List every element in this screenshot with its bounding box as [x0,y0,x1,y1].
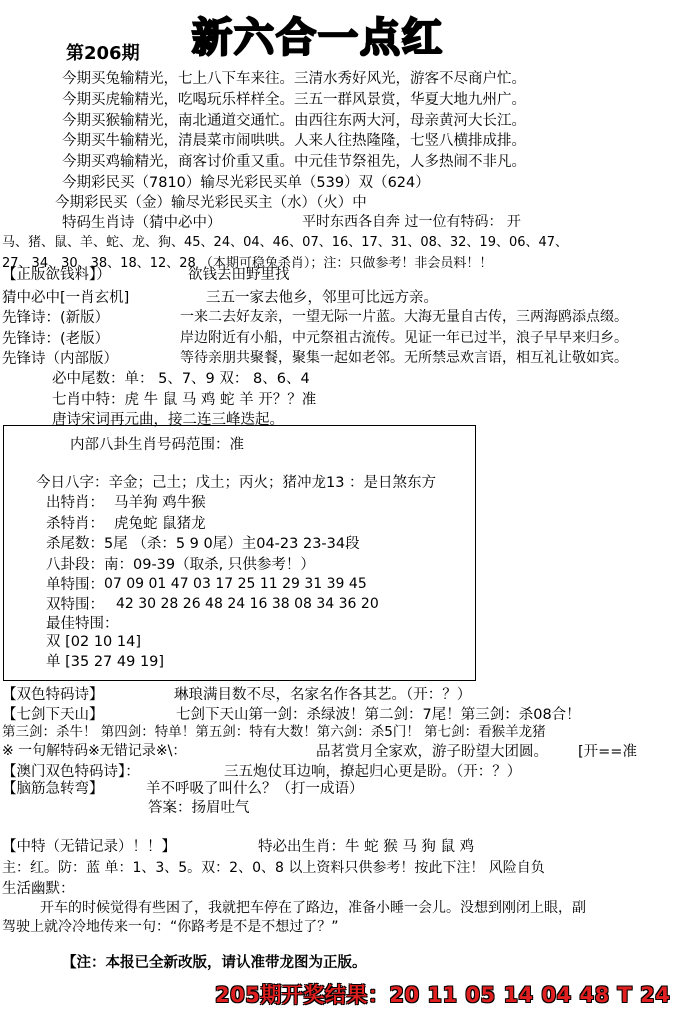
humor-line-1: 开车的时候觉得有些困了，我就把车停在了路边，准备小睡一会儿。没想到刚闭上眼，副 [40,900,586,916]
box-out-label: 出特肖： [46,495,104,511]
riddle-text: 品茗赏月全家欢，游子盼望大团圆。 [316,744,548,760]
box-killnum-label: 杀尾数： [46,536,104,552]
draw-result: 205期开奖结果：20 11 05 14 04 48 T 24 [215,983,671,1007]
brain-answer: 答案：扬眉吐气 [148,800,250,816]
twocolor-text: 琳琅满目数不尽，名家名作各其艺。（开：？） [174,687,472,703]
brain-question: 羊不呼吸了叫什么？（打一成语） [146,781,364,797]
seven-zodiac: 七肖中特：虎 牛 鼠 马 鸡 蛇 羊 开？？准 [52,392,317,408]
sword-text: 七剑下天山第一剑：杀绿波！第二剑：7尾！第三剑：杀08合！ [176,707,581,723]
tail-numbers: 必中尾数：单： 5、7、9 双： 8、6、4 [52,371,310,387]
zhu-line: 主：红。防：蓝 单：1、3、5。双：2、0、8 以上资料只供参考！按此下注！ 风险自负 [2,860,545,876]
macau-text: 三五炮仗耳边响，撩起归心更是盼。（开：？） [224,764,522,780]
box-killnum-value: 5尾 （杀：5 9 0尾）主04-23 23-34段 [104,536,360,552]
box-best-single: 单 [35 27 49 19] [46,654,165,670]
lottery-line-2: 今期彩民买（金）输尽光彩民买主（水）（火）中 [55,195,367,211]
special-text: 平时东西各自奔 过一位有特码： 开 [302,214,521,230]
section-label-1: 【正版欲钱料】） [2,267,111,283]
section-text-5: 等待亲朋共聚餐，聚集一起如老邻。无所禁忌欢言语，相互礼让敬如宾。 [180,350,628,366]
poem-line-4: 今期买牛输精光，清晨菜市闹哄哄。人来人往热隆隆，七竖八横排成排。 [62,133,526,149]
box-bagua-label: 八卦段： [46,557,104,573]
box-single-value: 07 09 01 47 03 17 25 11 29 31 39 45 [104,576,367,592]
box-kill-value: 虎兔蛇 鼠猪龙 [114,516,206,532]
edition-note: 【注：本报已全新改版，请认准带龙图为正版。 [62,955,367,971]
humor-line-2: 驾驶上就冷冷地传来一句：“你路考是不是不想过了？” [2,919,339,935]
box-bazi: 今日八字：辛金；己土；戊土；丙火；猪冲龙13 ：是日煞东方 [36,475,437,491]
box-single-label: 单特围： [46,577,104,593]
special-label: 特码生肖诗（猜中必中） [62,215,222,231]
riddle-label: ※ 一句解特码※无错记录※\： [2,743,187,759]
tang-poem: 唐诗宋词再元曲，接二连三峰迭起。 [52,412,284,428]
box-title: 内部八卦生肖号码范围：准 [70,437,244,453]
box-best-double: 双 [02 10 14] [46,634,141,650]
section-text-4: 岸边附近有小船，中元祭祖古流传。见证一年已过半，浪子早早来归乡。 [180,330,628,346]
brain-label: 【脑筋急转弯】 [2,781,104,797]
box-double-label: 双特围： [46,597,104,613]
section-text-1: 欲钱去田野里找 [188,267,290,283]
issue-number: 第206期 [66,43,140,64]
humor-label: 生活幽默： [2,881,75,897]
box-kill-label: 杀特肖： [46,516,104,532]
poem-line-1: 今期买兔输精光，七上八下车来往。三清水秀好风光，游客不尽商户忙。 [62,71,526,87]
section-text-3: 一来二去好友亲，一望无际一片蓝。大海无量自古传，三两海鸥添点缀。 [180,309,628,325]
special-row-1: 马、猪、鼠、羊、蛇、龙、狗、45、24、04、46、07、16、17、31、08、32、19、06、47、 [2,235,569,250]
section-label-5: 先锋诗（内部版） [2,351,118,367]
logo-title: 新六合一点红 [192,15,444,61]
sword-label: 【七剑下天山】 [2,707,104,723]
section-text-2: 三五一家去他乡，邻里可比远方亲。 [206,290,438,306]
poem-line-2: 今期买虎输精光，吃喝玩乐样样全。三五一群风景赏，华夏大地九州广。 [62,92,526,108]
zhongte-text: 特必出生肖：牛 蛇 猴 马 狗 鼠 鸡 [258,839,475,855]
box-bagua-value: 南：09-39（取杀, 只供参考！） [104,557,315,573]
section-label-3: 先锋诗：(新版） [2,310,110,326]
box-best-label: 最佳特围： [46,616,119,632]
sword-line-2: 第三剑：杀牛！ 第四剑：特单！第五剑：特有大数！第六剑：杀5门！ 第七剑：看猴羊龙猪 [2,724,546,740]
twocolor-label: 【双色特码诗】 [2,687,104,703]
box-double-value: 42 30 28 26 48 24 16 38 08 34 36 20 [116,596,379,612]
poem-line-5: 今期买鸡输精光，商客讨价重又重。中元佳节祭祖先，人多热闹不非凡。 [62,154,526,170]
poem-line-3: 今期买猴输精光，南北通道交通忙。由西往东两大河，母亲黄河大长江。 [62,113,526,129]
section-label-2: 猜中必中[一肖玄机] [2,290,130,306]
zhongte-label: 【中特（无错记录）！！】 [2,839,176,855]
riddle-result: [开==准 [578,744,637,760]
special-row-2: 27、34、30、38、18、12、28 （本期可稳兔杀肖）；注：只做参考！非会员料！！ [2,256,493,271]
section-label-4: 先锋诗：(老版） [2,331,110,347]
box-out-value: 马羊狗 鸡牛猴 [114,495,206,511]
lottery-line-1: 今期彩民买（7810）输尽光彩民买单（539）双（624） [62,175,430,191]
macau-label: 【澳门双色特码诗】： [2,764,140,780]
